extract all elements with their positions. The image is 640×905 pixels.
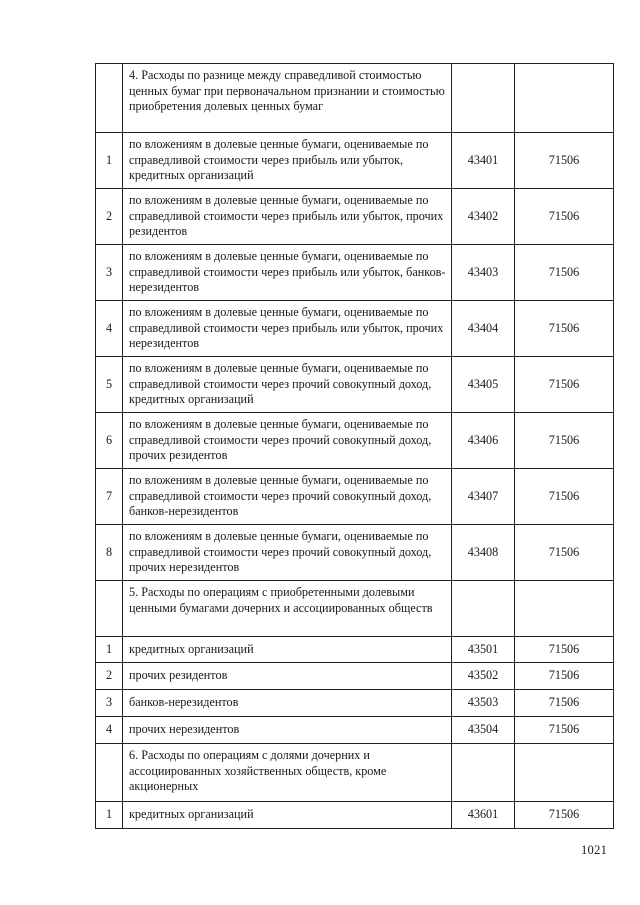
- account-number-cell: 71506: [515, 413, 614, 469]
- description-cell: по вложениям в долевые ценные бумаги, оцениваемые по справедливой стоимости через прочий совокупный доход, прочих нерезидентов: [123, 525, 452, 581]
- description-cell: по вложениям в долевые ценные бумаги, оцениваемые по справедливой стоимости через прибыль или убыток, прочих нерезидентов: [123, 301, 452, 357]
- symbol-code-cell: 43408: [452, 525, 515, 581]
- account-number-cell: 71506: [515, 133, 614, 189]
- section-header-row: [96, 581, 614, 637]
- account-number-cell: 71506: [515, 637, 614, 663]
- symbol-code-cell: 43401: [452, 133, 515, 189]
- account-number-cell: 71506: [515, 717, 614, 744]
- symbol-code-cell: 43501: [452, 637, 515, 663]
- symbol-code-cell: 43404: [452, 301, 515, 357]
- account-number-cell: 71506: [515, 690, 614, 717]
- symbol-code-cell: 43405: [452, 357, 515, 413]
- description-cell: по вложениям в долевые ценные бумаги, оцениваемые по справедливой стоимости через прочий совокупный доход, прочих резидентов: [123, 413, 452, 469]
- table-row: [96, 189, 614, 245]
- account-number-cell: [515, 744, 614, 802]
- symbol-code-cell: [452, 581, 515, 637]
- table-row: [96, 245, 614, 301]
- description-cell: прочих резидентов: [123, 663, 452, 690]
- description-cell: по вложениям в долевые ценные бумаги, оцениваемые по справедливой стоимости через прибыль или убыток, кредитных организаций: [123, 133, 452, 189]
- row-number-cell: 8: [96, 525, 123, 581]
- table-row: [96, 413, 614, 469]
- account-number-cell: 71506: [515, 525, 614, 581]
- symbol-code-cell: 43504: [452, 717, 515, 744]
- row-number-cell: [96, 581, 123, 637]
- row-number-cell: [96, 744, 123, 802]
- row-number-cell: 4: [96, 301, 123, 357]
- row-number-cell: [96, 64, 123, 133]
- description-cell: по вложениям в долевые ценные бумаги, оцениваемые по справедливой стоимости через прибыль или убыток, прочих резидентов: [123, 189, 452, 245]
- table-row: [96, 301, 614, 357]
- section-header-row: [96, 744, 614, 802]
- description-cell: 5. Расходы по операциям с приобретенными долевыми ценными бумагами дочерних и ассоциированных обществ: [123, 581, 452, 637]
- row-number-cell: 3: [96, 245, 123, 301]
- table-row: [96, 802, 614, 829]
- row-number-cell: 5: [96, 357, 123, 413]
- description-cell: 4. Расходы по разнице между справедливой стоимостью ценных бумаг при первоначальном признании и стоимостью приобретения долевых ценных бумаг: [123, 64, 452, 133]
- account-number-cell: 71506: [515, 663, 614, 690]
- description-cell: кредитных организаций: [123, 802, 452, 829]
- symbol-code-cell: [452, 64, 515, 133]
- table-row: [96, 663, 614, 690]
- row-number-cell: 4: [96, 717, 123, 744]
- accounts-table: [95, 63, 614, 829]
- row-number-cell: 1: [96, 637, 123, 663]
- symbol-code-cell: 43502: [452, 663, 515, 690]
- table-row: [96, 525, 614, 581]
- table-row: [96, 133, 614, 189]
- description-cell: по вложениям в долевые ценные бумаги, оцениваемые по справедливой стоимости через прибыль или убыток, банков-нерезидентов: [123, 245, 452, 301]
- row-number-cell: 7: [96, 469, 123, 525]
- description-cell: 6. Расходы по операциям с долями дочерних и ассоциированных хозяйственных обществ, кроме акционерных: [123, 744, 452, 802]
- account-number-cell: 71506: [515, 469, 614, 525]
- table-row: [96, 690, 614, 717]
- row-number-cell: 2: [96, 663, 123, 690]
- page-number: 1021: [581, 843, 608, 857]
- section-header-row: [96, 64, 614, 133]
- symbol-code-cell: 43601: [452, 802, 515, 829]
- description-cell: кредитных организаций: [123, 637, 452, 663]
- table-row: [96, 717, 614, 744]
- account-number-cell: [515, 581, 614, 637]
- description-cell: прочих нерезидентов: [123, 717, 452, 744]
- table-row: [96, 637, 614, 663]
- symbol-code-cell: 43406: [452, 413, 515, 469]
- description-cell: по вложениям в долевые ценные бумаги, оцениваемые по справедливой стоимости через прочий совокупный доход, банков-нерезидентов: [123, 469, 452, 525]
- table-row: [96, 357, 614, 413]
- row-number-cell: 1: [96, 133, 123, 189]
- account-number-cell: 71506: [515, 301, 614, 357]
- table-body: [96, 64, 614, 829]
- symbol-code-cell: 43407: [452, 469, 515, 525]
- account-number-cell: 71506: [515, 245, 614, 301]
- description-cell: по вложениям в долевые ценные бумаги, оцениваемые по справедливой стоимости через прочий совокупный доход, кредитных организаций: [123, 357, 452, 413]
- symbol-code-cell: 43402: [452, 189, 515, 245]
- table-row: [96, 469, 614, 525]
- account-number-cell: 71506: [515, 189, 614, 245]
- account-number-cell: 71506: [515, 802, 614, 829]
- symbol-code-cell: [452, 744, 515, 802]
- row-number-cell: 6: [96, 413, 123, 469]
- account-number-cell: [515, 64, 614, 133]
- symbol-code-cell: 43503: [452, 690, 515, 717]
- row-number-cell: 2: [96, 189, 123, 245]
- account-number-cell: 71506: [515, 357, 614, 413]
- symbol-code-cell: 43403: [452, 245, 515, 301]
- row-number-cell: 1: [96, 802, 123, 829]
- description-cell: банков-нерезидентов: [123, 690, 452, 717]
- row-number-cell: 3: [96, 690, 123, 717]
